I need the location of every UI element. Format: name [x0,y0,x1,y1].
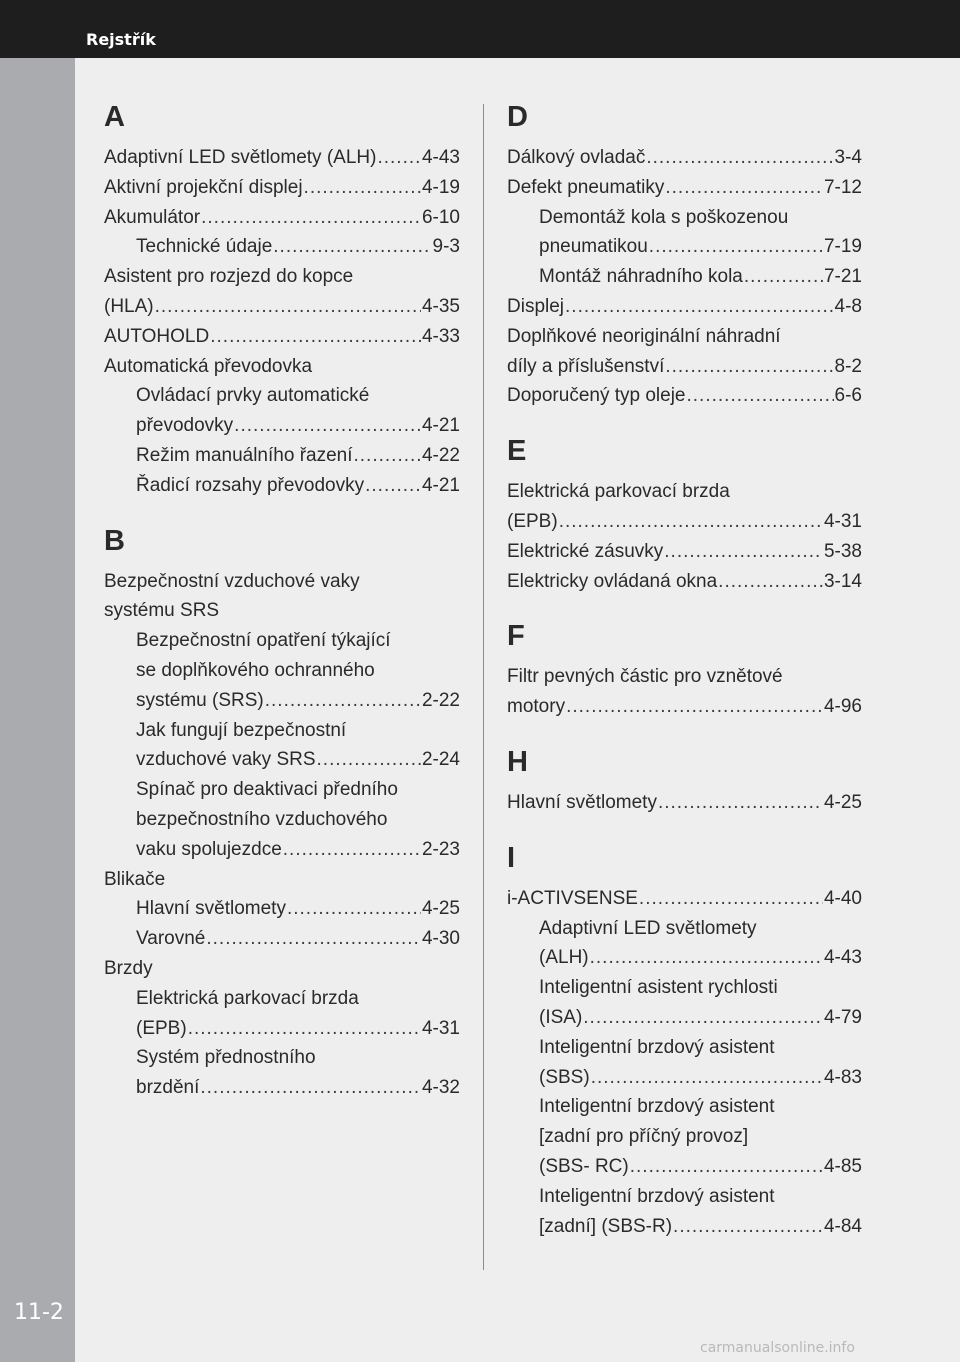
page-ref: 4-22 [421,444,460,466]
entry-text: Elektrické zásuvky [507,540,664,562]
entry-text: Doporučený typ oleje [507,385,686,407]
entry-text: Bezpečnostní vzduchové vaky [104,570,360,592]
entry-line [507,352,862,382]
entry-line [104,143,460,173]
entry-line [136,471,460,501]
page-ref: 4-79 [823,1006,862,1028]
index-entry [507,173,862,203]
entry-text: Akumulátor [104,206,201,228]
entry-text: Varovné [136,928,206,950]
entry-line [539,1212,862,1242]
page-number: 11-2 [14,1300,64,1325]
entry-text: Blikače [104,868,166,890]
index-entry [507,788,862,818]
dot-leader [201,203,421,233]
index-entry [104,865,460,895]
entry-line [136,1014,460,1044]
page-ref: 4-84 [823,1215,862,1237]
side-tab [0,58,75,1362]
entry-text: Dálkový ovladač [507,147,646,168]
header-bar [0,0,960,58]
index-section [507,618,862,722]
index-entry [104,262,460,322]
dot-leader [646,143,833,173]
entry-line [104,292,460,322]
entry-line [104,173,460,203]
page-ref: 7-19 [823,236,862,258]
entry-line [539,203,862,233]
section-letter: B [104,524,125,557]
entry-text: i-ACTIVSENSE [507,887,638,909]
entry-text: (EPB) [507,510,558,532]
dot-leader [206,924,421,954]
entry-line [136,716,460,746]
index-entry [507,884,862,914]
page-ref: 4-25 [421,898,460,920]
index-section [104,523,460,1103]
entry-text: (HLA) [104,295,154,317]
index-subentry [507,1033,862,1093]
index-subentry [104,441,460,471]
dot-leader [591,1063,823,1093]
entry-line [136,686,460,716]
dot-leader [658,788,823,818]
entry-text: Automatická převodovka [104,355,313,377]
dot-leader [155,292,421,322]
index-subentry [104,894,460,924]
entry-line [539,943,862,973]
section-letter: I [507,841,516,874]
page-ref: 7-12 [823,176,862,198]
index-subentry [507,203,862,263]
entry-text: Hlavní světlomety [136,898,286,920]
section-letter: D [507,101,528,133]
entry-line [507,537,862,567]
dot-leader [304,173,421,203]
entry-line [507,692,862,722]
index-subentry [104,716,460,776]
section-title: Rejstřík [86,30,156,49]
dot-leader [630,1152,823,1182]
page-ref: 8-2 [834,355,862,377]
entry-text: Jak fungují bezpečnostní [136,719,347,741]
index-subentry [104,626,460,715]
entry-line [136,805,460,835]
page-ref: 4-19 [421,176,460,198]
index-subentry [507,262,862,292]
index-subentry [104,232,460,262]
entry-text: Elektrická parkovací brzda [136,987,359,1009]
index-subentry [104,775,460,864]
entry-text: Hlavní světlomety [507,791,657,813]
entry-line [539,973,862,1003]
entry-line [507,173,862,203]
entry-line [136,232,460,262]
entry-line [136,656,460,686]
index-entry [507,292,862,322]
column-divider [483,104,484,1270]
watermark: carmanualsonline.info [700,1340,855,1356]
index-entry [104,352,460,382]
entry-line [507,477,862,507]
entry-text: vzduchové vaky SRS [136,749,316,771]
entry-line [507,143,862,173]
dot-leader [188,1014,421,1044]
page-ref: 4-31 [823,510,862,532]
section-letter: F [507,620,525,653]
entry-text: Demontáž kola s poškozenou [539,206,789,228]
dot-leader [317,745,421,775]
entry-line [136,441,460,471]
entry-line [104,596,460,626]
entry-line [507,507,862,537]
entry-text: Adaptivní LED světlomety (ALH) [104,147,377,168]
page-ref: 2-22 [421,689,460,711]
index-subentry [104,1043,460,1103]
entry-line [104,203,460,233]
index-entry [104,567,460,627]
page-ref: 4-43 [823,947,862,969]
section-letter: E [507,435,527,468]
index-column-left [104,99,460,1103]
page-ref: 4-25 [823,791,862,813]
entry-text: systému (SRS) [136,689,264,711]
entry-text: Řadicí rozsahy převodovky [136,474,365,496]
page-ref: 4-8 [834,295,862,317]
entry-line [507,567,862,597]
entry-line [104,262,460,292]
index-subentry [507,914,862,974]
entry-text: bezpečnostního vzduchového [136,808,388,830]
entry-line [136,984,460,1014]
index-section [507,744,862,818]
entry-text: Režim manuálního řazení [136,444,353,466]
page-ref: 4-35 [421,295,460,317]
dot-leader [559,507,823,537]
entry-line [136,894,460,924]
dot-leader [664,537,823,567]
entry-text: Defekt pneumatiky [507,176,665,198]
dot-leader [744,262,823,292]
index-entry [104,322,460,352]
entry-line [539,262,862,292]
entry-text: Brzdy [104,957,153,979]
index-subentry [104,924,460,954]
entry-line [136,626,460,656]
dot-leader [665,352,833,382]
entry-text: Technické údaje [136,236,273,258]
page-ref: 4-32 [421,1077,460,1099]
entry-line [539,1092,862,1122]
entry-line [136,1073,460,1103]
entry-line [507,381,862,411]
dot-leader [365,471,421,501]
dot-leader [283,835,421,865]
entry-line [507,322,862,352]
entry-text: Bezpečnostní opatření týkající [136,630,391,652]
entry-text: Inteligentní asistent rychlosti [539,977,778,999]
index-section [507,99,862,411]
entry-text: se doplňkového ochranného [136,659,375,681]
entry-text: [zadní] (SBS-R) [539,1215,673,1237]
page-ref: 4-85 [823,1155,862,1177]
index-subentry [507,1092,862,1181]
index-section [507,433,862,596]
entry-text: Inteligentní brzdový asistent [539,1185,775,1207]
dot-leader [265,686,421,716]
page-ref: 4-33 [421,325,460,347]
dot-leader [273,232,431,262]
entry-text: (SBS- RC) [539,1155,629,1177]
index-entry [104,954,460,984]
index-column-right [507,99,862,1241]
index-entry [104,173,460,203]
entry-line [104,567,460,597]
entry-text: Inteligentní brzdový asistent [539,1036,775,1058]
index-entry [507,662,862,722]
entry-line [136,411,460,441]
entry-text: brzdění [136,1077,200,1099]
dot-leader [718,567,823,597]
dot-leader [649,232,823,262]
dot-leader [639,884,823,914]
entry-text: (ALH) [539,947,589,969]
page-ref: 4-83 [823,1066,862,1088]
page-ref: 4-40 [823,887,862,909]
index-entry [507,322,862,382]
dot-leader [210,322,421,352]
entry-text: Doplňkové neoriginální náhradní [507,325,781,347]
index-entry [507,477,862,537]
entry-line [539,1182,862,1212]
dot-leader [565,292,834,322]
index-subentry [507,1182,862,1242]
dot-leader [200,1073,421,1103]
entry-text: Filtr pevných částic pro vznětové [507,666,783,688]
entry-line [539,1152,862,1182]
page-ref: 6-6 [834,385,862,407]
page-ref: 9-3 [432,236,460,258]
entry-text: vaku spolujezdce [136,838,282,860]
entry-line [539,1003,862,1033]
entry-text: (EPB) [136,1017,187,1039]
index-entry [507,567,862,597]
entry-line [539,1063,862,1093]
page-ref: 3-14 [823,570,862,592]
dot-leader [234,411,421,441]
section-letter: A [104,101,125,133]
entry-line [507,788,862,818]
entry-line [507,662,862,692]
index-entry [507,143,862,173]
entry-line [539,914,862,944]
entry-text: Systém přednostního [136,1047,316,1069]
entry-line [507,884,862,914]
dot-leader [354,441,421,471]
entry-line [104,352,460,382]
index-entry [507,537,862,567]
dot-leader [665,173,823,203]
page-ref: 7-21 [823,266,862,288]
entry-text: motory [507,696,566,718]
entry-text: Aktivní projekční displej [104,176,303,198]
entry-line [104,954,460,984]
index-section [507,840,862,1242]
page-ref: 2-23 [421,838,460,860]
dot-leader [583,1003,823,1033]
index-subentry [104,984,460,1044]
dot-leader [590,943,823,973]
dot-leader [287,894,421,924]
entry-line [136,1043,460,1073]
entry-line [136,775,460,805]
section-letter: H [507,745,528,778]
entry-text: Montáž náhradního kola [539,266,743,288]
entry-text: (SBS) [539,1066,590,1088]
index-entry [104,143,460,173]
entry-line [104,322,460,352]
entry-line [136,924,460,954]
entry-line [136,835,460,865]
page-ref: 4-30 [421,928,460,950]
page-ref: 4-21 [421,474,460,496]
dot-leader [673,1212,823,1242]
index-entry [104,203,460,233]
entry-text: [zadní pro příčný provoz] [539,1126,749,1148]
entry-line [104,865,460,895]
entry-line [136,745,460,775]
entry-text: převodovky [136,415,234,437]
page-ref: 5-38 [823,540,862,562]
page-ref: 6-10 [421,206,460,228]
entry-line [539,232,862,262]
page-ref: 2-24 [421,749,460,771]
dot-leader [566,692,823,722]
entry-text: systému SRS [104,600,220,622]
page-ref: 4-31 [421,1017,460,1039]
page-ref: 3-4 [834,147,862,168]
page-ref: 4-43 [421,147,460,168]
index-section [104,99,460,501]
entry-text: Elektricky ovládaná okna [507,570,718,592]
entry-text: (ISA) [539,1006,583,1028]
index-subentry [104,471,460,501]
entry-line [507,292,862,322]
index-subentry [507,973,862,1033]
entry-text: Displej [507,295,565,317]
entry-line [539,1122,862,1152]
entry-text: díly a příslušenství [507,355,665,377]
index-entry [507,381,862,411]
page-ref: 4-96 [823,696,862,718]
entry-text: Adaptivní LED světlomety [539,917,757,939]
entry-text: Spínač pro deaktivaci předního [136,779,398,801]
entry-text: pneumatikou [539,236,648,258]
entry-text: Elektrická parkovací brzda [507,481,730,503]
entry-text: Asistent pro rozjezd do kopce [104,266,354,288]
page-ref: 4-21 [421,415,460,437]
index-subentry [104,381,460,441]
entry-text: Ovládací prvky automatické [136,385,370,407]
dot-leader [687,381,834,411]
entry-line [136,381,460,411]
entry-text: Inteligentní brzdový asistent [539,1096,775,1118]
entry-text: AUTOHOLD [104,325,210,347]
entry-line [539,1033,862,1063]
dot-leader [377,143,421,173]
